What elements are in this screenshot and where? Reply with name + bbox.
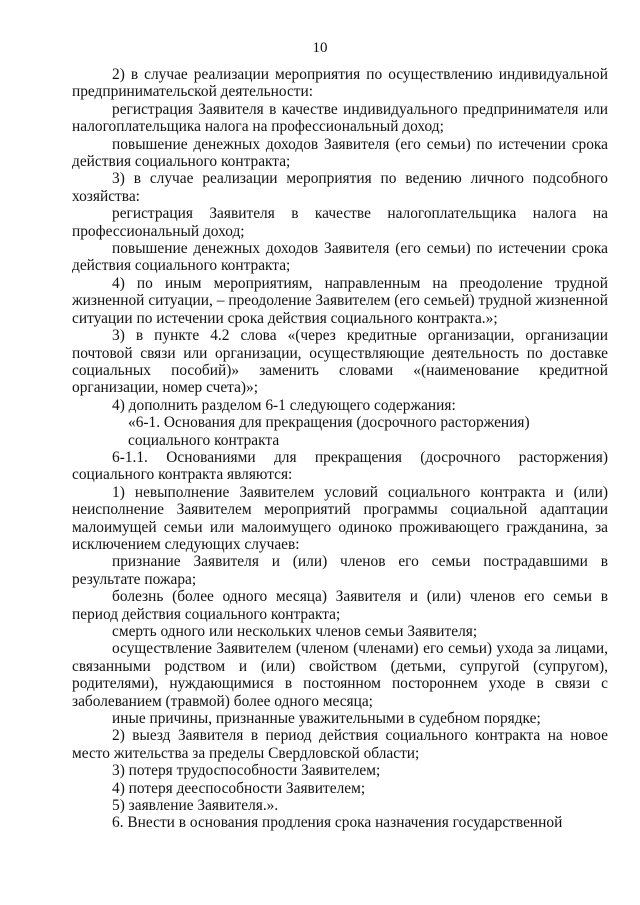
paragraph: регистрация Заявителя в качестве индивидуального предпринимателя или налогоплательщика налога на профессиональный доход; — [72, 100, 608, 136]
paragraph: 1) невыполнение Заявителем условий социального контракта и (или) неисполнение Заявителем мероприятий программы социальной адаптации малоимущей семьи или малоимущего одиноко проживающего гражданина, за исключением следующих случаев: — [72, 483, 608, 553]
paragraph: 3) в случае реализации мероприятия по ведению личного подсобного хозяйства: — [72, 170, 608, 205]
paragraph: 4) потеря дееспособности Заявителем; — [112, 779, 366, 797]
paragraph: повышение денежных доходов Заявителя (его семьи) по истечении срока действия социального контракта; — [72, 135, 608, 171]
document-body — [72, 66, 608, 832]
paragraph: 6. Внести в основания продления срока назначения государственной — [112, 814, 563, 832]
paragraph: 4) по иным мероприятиям, направленным на преодоление трудной жизненной ситуации, – преодоление Заявителем (его семьей) трудной жизненной ситуации по истечении срока действия социального контракта.»; — [72, 274, 608, 327]
paragraph: 5) заявление Заявителя.». — [112, 797, 279, 815]
paragraph: регистрация Заявителя в качестве налогоплательщика налога на профессиональный доход; — [72, 205, 608, 240]
paragraph: повышение денежных доходов Заявителя (его семьи) по истечении срока действия социального контракта; — [72, 240, 608, 275]
paragraph: болезнь (более одного месяца) Заявителя и (или) членов его семьи в период действия социального контракта; — [72, 588, 608, 623]
section-heading: «6-1. Основания для прекращения (досрочного расторжения) — [128, 414, 530, 432]
paragraph: иные причины, признанные уважительными в судебном порядке; — [112, 710, 541, 728]
paragraph: 2) выезд Заявителя в период действия социального контракта на новое место жительства за пределы Свердловской области; — [72, 727, 608, 762]
paragraph: осуществление Заявителем (членом (членами) его семьи) ухода за лицами, связанными родством и (или) свойством (детьми, супругой (супругом), родителями), нуждающимися в постоянном постороннем уходе в связи с заболеванием (травмой) более одного месяца; — [72, 640, 608, 710]
paragraph: смерть одного или нескольких членов семьи Заявителя; — [112, 623, 478, 640]
page-number: 10 — [312, 40, 328, 56]
paragraph: 3) в пункте 4.2 слова «(через кредитные организации, организации почтовой связи или организации, осуществляющие деятельность по доставке социальных пособий)» заменить словами «(наименование кредитной организации, номер счета)»; — [72, 327, 608, 397]
section-heading-cont: социального контракта — [128, 431, 280, 449]
paragraph: 3) потеря трудоспособности Заявителем; — [112, 762, 381, 780]
paragraph: признание Заявителя и (или) членов его семьи пострадавшими в результате пожара; — [72, 553, 608, 588]
paragraph: 2) в случае реализации мероприятия по осуществлению индивидуальной предпринимательской деятельности: — [72, 66, 608, 101]
paragraph: 4) дополнить разделом 6-1 следующего содержания: — [112, 396, 456, 414]
paragraph: 6-1.1. Основаниями для прекращения (досрочного расторжения) социального контракта являются: — [72, 448, 608, 484]
